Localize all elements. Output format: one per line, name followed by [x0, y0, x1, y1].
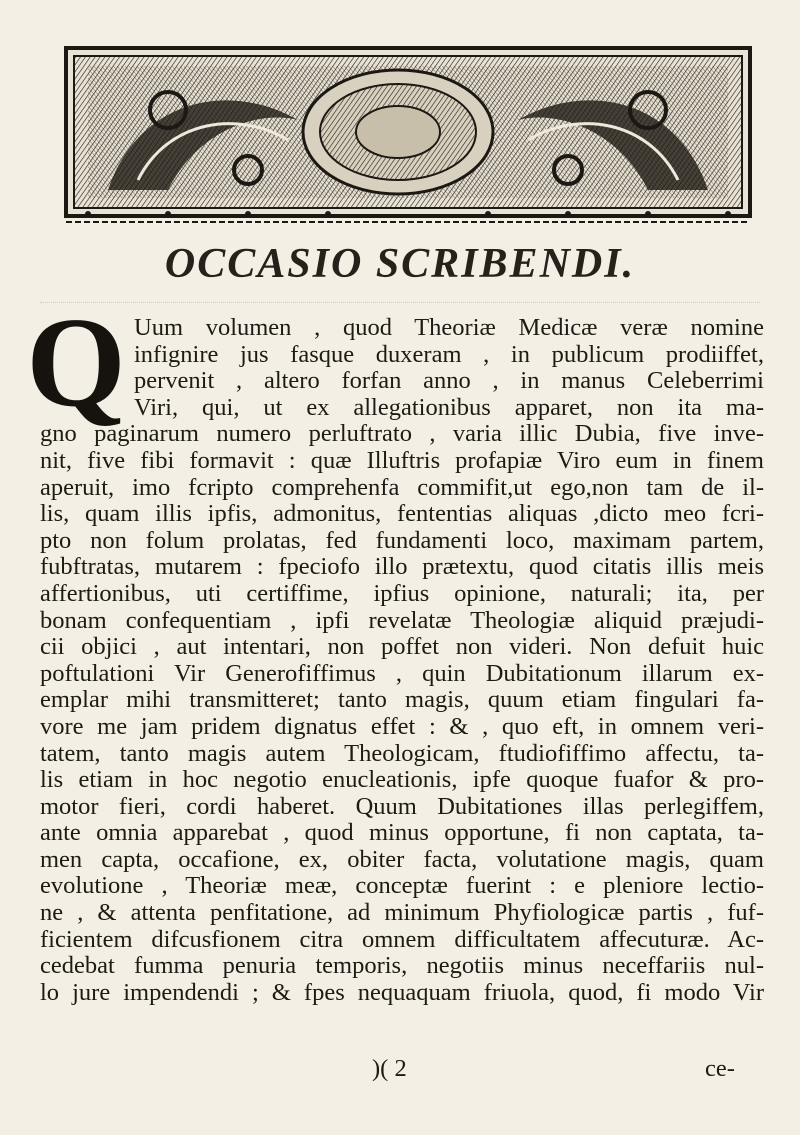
text-line: Viri, qui, ut ex allegationibus apparet, non ita ma-: [134, 394, 764, 421]
page-title: OCCASIO SCRIBENDI.: [164, 241, 636, 287]
bleed-through-rule: [40, 288, 760, 303]
headpiece-engraving: [48, 40, 766, 228]
page-footer: [0, 1055, 800, 1085]
text-line: nit, five fibi formavit : quæ Illuftris profapiæ Viro eum in finem: [40, 447, 764, 474]
text-line: tatem, tanto magis autem Theologicam, ftudiofiffimo affectu, ta-: [40, 740, 764, 767]
text-line: men capta, occafione, ex, obiter facta, volutatione magis, quam: [40, 846, 764, 873]
catchword: ce-: [705, 1055, 735, 1082]
text-line: infignire jus fasque duxeram , in publicum prodiiffet,: [134, 341, 764, 368]
ornamental-headpiece-illustration: [48, 40, 766, 228]
text-line: ante omnia apparebat , quod minus opportune, fi non captata, ta-: [40, 820, 764, 847]
text-line: evolutione , Theoriæ meæ, conceptæ fuerint : e pleniore lectio-: [40, 873, 764, 900]
text-line: lo jure impendendi ; & fpes nequaquam friuola, quod, fi modo Vir: [40, 979, 764, 1006]
signature-mark: )( 2: [372, 1055, 407, 1082]
text-line: pervenit , altero forfan anno , in manus Celeberrimi: [134, 368, 764, 395]
text-line: lis etiam in hoc negotio enucleationis, ipfe quoque fuafor & pro-: [40, 767, 764, 794]
text-line: ficientem difcusfionem citra omnem difficultatem affecuturæ. Ac-: [40, 926, 764, 953]
text-line: bonam confequentiam , ipfi revelatæ Theologiæ aliquid præjudi-: [40, 607, 764, 634]
text-line: pto non folum prolatas, fed fundamenti loco, maximam partem,: [40, 527, 764, 554]
text-line: affertionibus, uti certiffime, ipfius opinione, naturali; ita, per: [40, 580, 764, 607]
text-line: cedebat fumma penuria temporis, negotiis minus neceffariis nul-: [40, 953, 764, 980]
text-line: poftulationi Vir Generofiffimus , quin Dubitationum illarum ex-: [40, 660, 764, 687]
text-line: cii objici , aut intentari, non poffet non videri. Non defuit huic: [40, 634, 764, 661]
text-line: Uum volumen , quod Theoriæ Medicæ veræ nomine: [134, 315, 764, 341]
text-line: ne , & attenta penfitatione, ad minimum Phyfiologicæ partis , fuf-: [40, 900, 764, 927]
text-line: fubftratas, mutarem : fpeciofo illo prætextu, quod citatis illis meis: [40, 554, 764, 581]
body-text: [40, 315, 764, 1006]
text-line: emplar mihi transmitteret; tanto magis, quum etiam fingulari fa-: [40, 687, 764, 714]
text-line: vore me jam pridem dignatus effet : & , quo eft, in omnem veri-: [40, 713, 764, 740]
text-line: gno paginarum numero perluftrato , varia illic Dubia, five inve-: [40, 421, 764, 448]
text-line: lis, quam illis ipfis, admonitus, fententias aliquas ,dicto meo fcri-: [40, 501, 764, 528]
text-line: aperuit, imo fcripto comprehenfa commifit,ut ego,non tam de il-: [40, 474, 764, 501]
drop-cap-initial: Q: [26, 291, 126, 433]
text-line: motor fieri, cordi haberet. Quum Dubitationes illas perlegiffem,: [40, 793, 764, 820]
